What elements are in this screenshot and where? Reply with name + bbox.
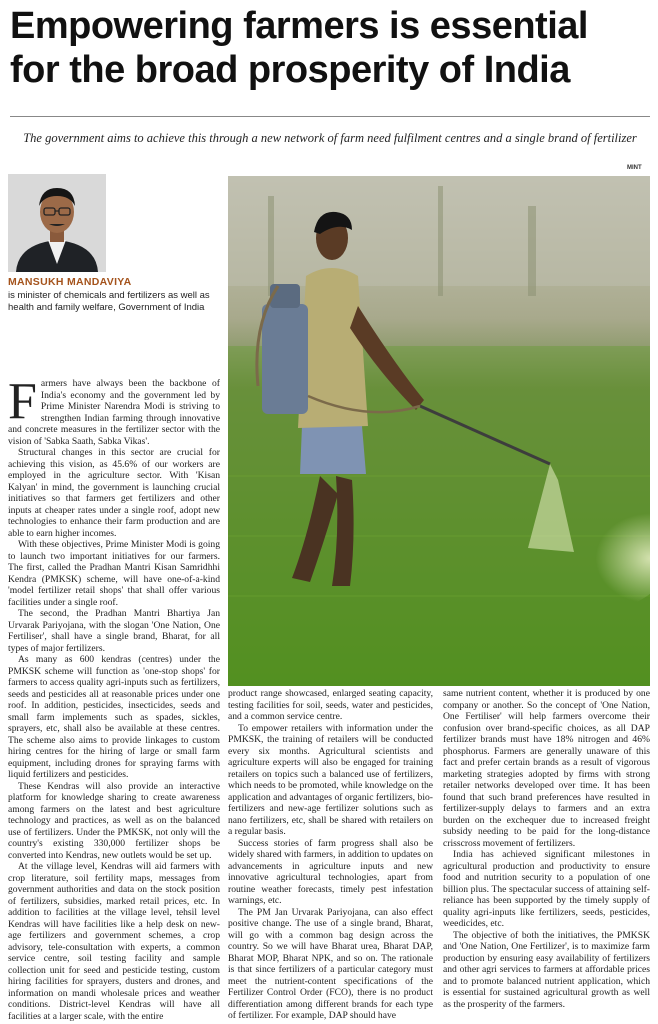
headline <box>10 4 650 92</box>
article-paragraph: As many as 600 kendras (centres) under the PMKSK scheme will function as 'one-stop shops' for farmers to access quality agri-inputs such as fertilizers, seeds and pesticides all at reasonable prices under one roof. In addition, pesticides, insecticides, seeds and small farm implements such as spades, sickles, sprayers, etc, shall also be available at these centres. The scheme also aims to provide linkages to custom hiring centres for the hiring of large or small farm equipment, including drones for spraying farms with liquid fertilizers and pesticides. <box>8 654 220 780</box>
author-bio: is minister of chemicals and fertilizers as well as health and family welfare, Government of India <box>8 290 210 313</box>
article-paragraph: The second, the Pradhan Mantri Bhartiya Jan Urvarak Pariyojana, with the slogan 'One Nation, One Fertiliser', shall have a single brand, Bharat, for all types of major fertilizers. <box>8 608 220 654</box>
article-column-2 <box>228 688 433 1022</box>
headline-line-1: Empowering farmers is essential <box>10 5 588 47</box>
author-name: MANSUKH MANDAVIYA <box>8 276 132 288</box>
article-column-3 <box>443 688 650 1010</box>
article-paragraph: To empower retailers with information under the PMKSK, the training of retailers will be conducted every six months. Agricultural scientists and agriculture experts will also be engaged for training retailers on topics such a balanced use of fertilizers, which needs to be promoted, while knowledge on the application and advantages of organic fertilizers, bio-fertilizers and new-age fertilizer solutions such as nano fertilizers, etc, shall be shared with retailers on a regular basis. <box>228 722 433 837</box>
headline-line-2: for the broad prosperity of India <box>10 49 570 91</box>
author-portrait-image <box>8 174 106 272</box>
article-paragraph: Success stories of farm progress shall also be widely shared with farmers, in addition to updates on advancements in agriculture inputs and new innovative agricultural technologies, apart from routine weather forecasts, timely pest infestation warnings, etc. <box>228 837 433 906</box>
article-paragraph: With these objectives, Prime Minister Modi is going to launch two important initiatives for our farmers. The first, called the Pradhan Mantri Kisan Samridhhi Kendra (PMKSK) scheme, will have one-of-a-kind 'model fertilizer retail shops' that shall offer various facilities under a single roof. <box>8 539 220 608</box>
drop-cap: F <box>8 373 37 430</box>
article-paragraph: same nutrient content, whether it is produced by one company or another. So the concept of 'One Nation, One Fertiliser' will help farmers overcome their confusion over brand-specific choices, as all DAP fertilizer brands must have 18% nitrogen and 46% phosphorus. Farmers are generally unaware of this fact and prefer certain brands as a result of vigorous marketing strategies adopted by firms with strong retailer networks developed over time. It has been found that such brand preferences have resulted in fertilizer-supply delays to farmers and an extra burden on the exchequer due to increased freight subsidy needing to be paid for the long-distance crisscross movement of fertilizers. <box>443 688 650 849</box>
author-photo <box>8 174 106 272</box>
photo-credit: MINT <box>627 165 642 171</box>
article-paragraph: product range showcased, enlarged seating capacity, testing facilities for soil, seeds, water and pesticides, and a common service centre. <box>228 688 433 722</box>
article-column-1 <box>8 373 220 1022</box>
headline-rule <box>10 116 650 117</box>
article-paragraph: These Kendras will also provide an interactive platform for knowledge sharing to create awareness among farmers on the latest and best agriculture technology and practices, as well as on the balanced use of fertilizers. Under the PMKSK, not only will the country's existing 330,000 fertilizer shops be converted into Kendras, new outlets would be set up. <box>8 780 220 861</box>
article-paragraph: India has achieved significant milestones in agricultural production and productivity to ensure food and nutrition security to a population of one billion plus. The spectacular success of attaining self-reliance has been supported by the timely supply of quality agri-inputs like fertilizers, seeds, pesticides, weedicides, etc. <box>443 849 650 929</box>
farmer-spraying-photo <box>228 176 650 686</box>
article-paragraph: The objective of both the initiatives, the PMKSK and 'One Nation, One Fertilizer', is to maximize farm production by ensuring easy availability of fertilizers and other agri services to farmers at affordable prices and to promote balanced nutrient application, which is essential for sustained agricultural growth as well as the prosperity of the farmers. <box>443 929 650 1010</box>
article-paragraph: Farmers have always been the backbone of India's economy and the government led by Prime Minister Narendra Modi is striving to strengthen Indian farming through innovative and concrete measures in the fertilizer sector with the vision of 'Sabka Saath, Sabka Vikas'. <box>8 373 220 447</box>
subhead: The government aims to achieve this through a new network of farm need fulfilment centres and a single brand of fertilizer <box>23 131 637 145</box>
article-paragraph: Structural changes in this sector are crucial for achieving this vision, as 45.6% of our workers are employed in the agriculture sector. With 'Kisan Kalyan' in mind, the government is launching crucial initiatives so that farmers get fertilizers and other inputs at cheaper rates under a single roof, adopt new technologies to enhance their farm production and are able to earn higher incomes. <box>8 447 220 539</box>
article-paragraph: At the village level, Kendras will aid farmers with crop literature, soil fertility maps, messages from government authorities and data on the stock position of fertilizers, subsidies, marked retail prices, etc. In addition to facilities at the village level, tehsil level Kendras will have facilities like a help desk on new-age fertilizers and government schemes, a crop advisory, tele-consultation with experts, a common service centre, soil testing facility and sample collection unit for seed and pesticide testing, custom hiring facilities for sprayers, dusters and drones, and information on mandi wholesale prices and weather conditions. District-level Kendras will have all facilities at a larger scale, with the entire <box>8 861 220 1022</box>
article-paragraph: The PM Jan Urvarak Pariyojana, can also effect positive change. The use of a single brand, Bharat, will go with a common bag design across the country. So we will have Bharat urea, Bharat DAP, Bharat MOP, Bharat NPK, and so on. The rationale is that since fertilizers of a particular category must meet the nutrient-content specifications of the Fertilizer Control Order (FCO), there is no product differentiation among different brands for each type of fertilizer. For example, DAP should have <box>228 906 433 1021</box>
farmer-photo-image <box>228 176 650 686</box>
